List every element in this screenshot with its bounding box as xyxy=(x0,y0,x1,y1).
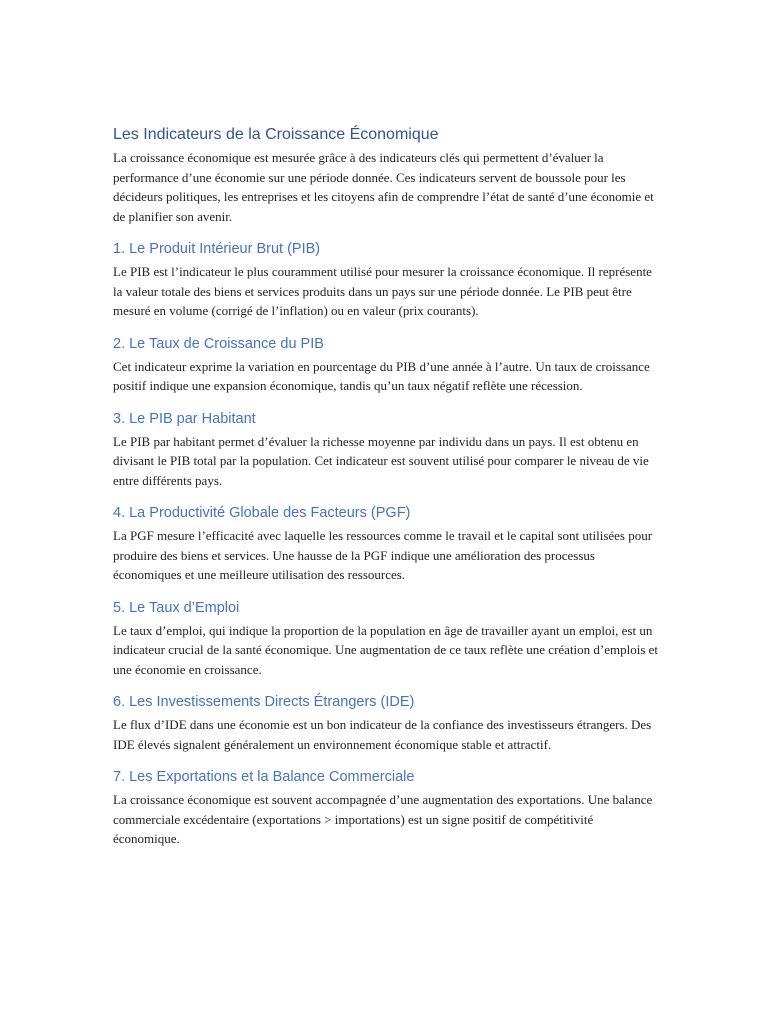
section-fdi xyxy=(113,691,661,754)
section-body: Le PIB par habitant permet d’évaluer la richesse moyenne par individu dans un pays. Il est obtenu en divisant le PIB total par la population. Cet indicateur est souvent utilisé pour comparer le niveau de vie entre différents pays. xyxy=(113,433,649,488)
section-heading: 2. Le Taux de Croissance du PIB xyxy=(113,335,324,352)
section-heading: 7. Les Exportations et la Balance Commerciale xyxy=(113,769,415,785)
section-body: Le taux d’emploi, qui indique la proportion de la population en âge de travailler ayant un emploi, est un indicateur crucial de la santé économique. Une augmentation de ce taux reflète une création d’emplois et une économie en croissance. xyxy=(113,622,659,677)
section-tfp xyxy=(113,502,661,585)
section-body: La PGF mesure l’efficacité avec laquelle les ressources comme le travail et le capital sont utilisées pour produire des biens et services. Une hausse de la PGF indique une amélioration des processus économiques et une meilleure utilisation des ressources. xyxy=(113,528,653,582)
section-gdp xyxy=(113,238,661,321)
document-page xyxy=(113,124,661,849)
section-heading: 4. La Productivité Globale des Facteurs (PGF) xyxy=(113,505,411,521)
section-body: La croissance économique est souvent accompagnée d’une augmentation des exportations. Une balance commerciale excédentaire (exportations > importations) est un signe positif de compétitivité économique. xyxy=(113,792,653,846)
section-body: Cet indicateur exprime la variation en pourcentage du PIB d’une année à l’autre. Un taux de croissance positif indique une expansion économique, tandis qu’un taux négatif reflète une récession. xyxy=(113,358,650,393)
section-body: Le PIB est l’indicateur le plus couramment utilisé pour mesurer la croissance économique. Il représente la valeur totale des biens et services produits dans un pays sur une période donnée. Le PIB peut être mesuré en volume (corrigé de l’inflation) ou en valeur (prix courants). xyxy=(113,264,652,318)
intro-paragraph: La croissance économique est mesurée grâce à des indicateurs clés qui permettent d’évaluer la performance d’une économie sur une période donnée. Ces indicateurs servent de boussole pour les décideurs politiques, les entreprises et les citoyens afin de comprendre l’état de santé d’une économie et de planifier son avenir. xyxy=(113,150,654,224)
section-employment-rate xyxy=(113,597,661,680)
section-heading: 1. Le Produit Intérieur Brut (PIB) xyxy=(113,241,321,257)
section-heading: 5. Le Taux d’Emploi xyxy=(113,599,240,616)
document-title: Les Indicateurs de la Croissance Économique xyxy=(113,126,439,143)
section-gdp-per-capita xyxy=(113,408,661,491)
section-gdp-growth-rate xyxy=(113,333,661,396)
section-heading: 6. Les Investissements Directs Étrangers (IDE) xyxy=(113,694,415,710)
section-body: Le flux d’IDE dans une économie est un bon indicateur de la confiance des investisseurs étrangers. Des IDE élevés signalent généralement un environnement économique stable et attractif. xyxy=(113,717,652,752)
section-exports-trade-balance xyxy=(113,766,661,849)
section-heading: 3. Le PIB par Habitant xyxy=(113,410,256,427)
